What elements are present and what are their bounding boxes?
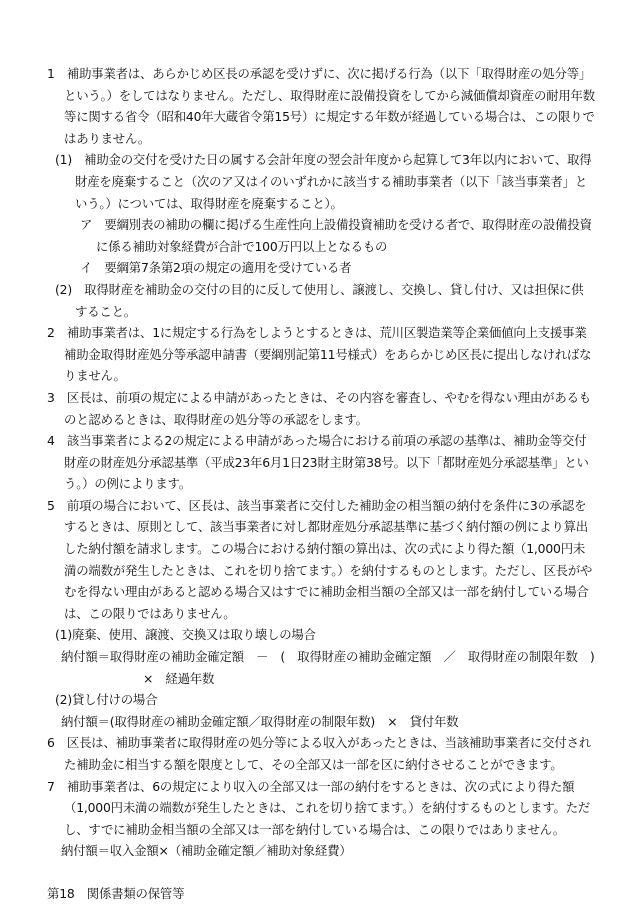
clause-list xyxy=(47,63,595,862)
formula-1: 納付額＝取得財産の補助金確定額 － ( 取得財産の補助金確定額 ／ 取得財産の制限年数 ) xyxy=(61,649,595,665)
section-heading: 第18 関係書類の保管等 xyxy=(47,885,185,901)
item-2: 2 補助事業者は、1に規定する行為をしようとするときは、荒川区製造業等企業価値向上支援事業補助金取得財産処分等承認申請書（要綱別記第11号様式）をあらかじめ区長に提出しなければなりません。 xyxy=(47,325,592,384)
item-1-2: (2) 取得財産を補助金の交付の目的に反して使用し、譲渡し、交換し、貸し付け、又は担保に供すること。 xyxy=(55,281,584,319)
formula-2: 納付額＝(取得財産の補助金確定額／取得財産の制限年数) × 貸付年数 xyxy=(61,713,459,729)
item-6: 6 区長は、補助事業者に取得財産の処分等による収入があったときは、当該補助事業者に交付された補助金に相当する額を限度として、その全部又は一部を区に納付させることができます。 xyxy=(47,735,591,772)
item-1-1-i: イ 要綱第7条第2項の規定の適用を受けている者 xyxy=(80,260,352,276)
item-5-1: (1)廃棄、使用、譲渡、交換又は取り壊しの場合 xyxy=(55,627,316,643)
item-5: 5 前項の場合において、区長は、該当事業者に交付した補助金の相当額の納付を条件に3の承認をするときは、原則として、該当事業者に対し都財産処分承認基準に基づく納付額の例により算出した納付額を請求します。この場合における納付額の算出は、次の式により得た額（1,000円未満の端数が発生したときは、これを切り捨てます。）を納付するものとします。ただし、区長がやむを得ない理由があると認める場合又はすでに補助金相当額の全部又は一部を納付している場合は、この限りではありません。 xyxy=(47,497,593,621)
item-1: 1 補助事業者は、あらかじめ区長の承認を受けずに、次に掲げる行為（以下「取得財産の処分等」という。）をしてはなりません。ただし、取得財産に設備投資をしてから減価償却資産の耐用年数等に関する省令（昭和40年大蔵省令第15号）に規定する年数が経過している場合は、この限りではありません。 xyxy=(47,66,595,146)
item-4: 4 該当事業者による2の規定による申請があった場合における前項の承認の基準は、補助金等交付財産の財産処分承認基準（平成23年6月1日23財主財第38号。以下「都財産処分承認基準」という。）の例によります。 xyxy=(47,433,589,492)
item-3: 3 区長は、前項の規定による申請があったときは、その内容を審査し、やむを得ない理由があるものと認めるときは、取得財産の処分等の承認をします。 xyxy=(47,389,591,427)
item-5-2: (2)貸し付けの場合 xyxy=(55,692,158,708)
item-7: 7 補助事業者は、6の規定により収入の全部又は一部の納付をするときは、次の式により得た額（1,000円未満の端数が発生したときは、これを切り捨てます。）を納付するものとします。ただし、すでに補助金相当額の全部又は一部を納付している場合は、この限りではありません。 xyxy=(47,778,591,837)
item-1-1: (1) 補助金の交付を受けた日の属する会計年度の翌会計年度から起算して3年以内において、取得財産を廃棄すること（次のア又はイのいずれかに該当する補助事業者（以下「該当事業者」という。）については、取得財産を廃棄すること）。 xyxy=(55,152,592,211)
item-1-1-a: ア 要綱別表の補助の欄に掲げる生産性向上設備投資補助を受ける者で、取得財産の設備投資に係る補助対象経費が合計で100万円以上となるもの xyxy=(80,217,592,254)
formula-3: 納付額＝収入金額×（補助金確定額／補助対象経費） xyxy=(61,843,352,859)
document-body xyxy=(47,63,595,905)
formula-1-cont: × 経過年数 xyxy=(143,670,215,686)
